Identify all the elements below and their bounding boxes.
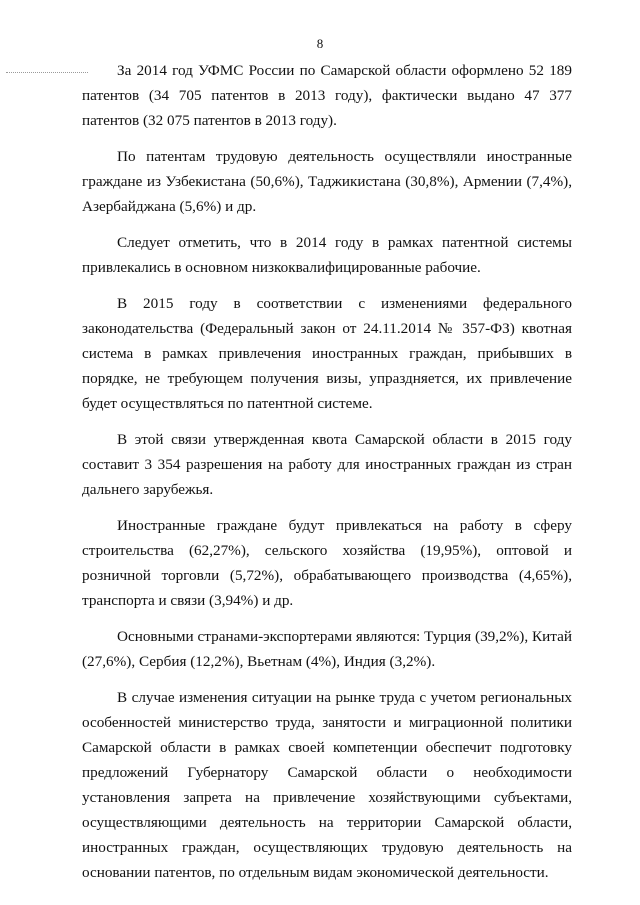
paragraph-labor-market-measures: В случае изменения ситуации на рынке труда с учетом региональных особенностей министерство труда, занятости и миграционной политики Самарской области в рамках своей компетенции обеспечит подготовку предложений Губернатору Самарской области о необходимости установления запрета на привлечение хозяйствующими субъектами, осуществляющими деятельность на территории Самарской области, иностранных граждан, осуществляющих трудовую деятельность на основании патентов, по отдельным видам экономической деятельности. bbox=[82, 689, 572, 881]
paragraph-patent-countries: По патентам трудовую деятельность осуществляли иностранные граждане из Узбекистана (50,6%), Таджикистана (30,8%), Армении (7,4%), Азербайджана (5,6%) и др. bbox=[82, 148, 572, 215]
paragraph-2015-legislation: В 2015 году в соответствии с изменениями федерального законодательства (Федеральный закон от 24.11.2014 № 357-ФЗ) квотная система в рамках привлечения иностранных граждан, прибывших в порядке, не требующем получения визы, упраздняется, их привлечение будет осуществляться по патентной системе. bbox=[82, 295, 572, 412]
page-number: 8 bbox=[316, 36, 324, 51]
paragraph-low-skilled: Следует отметить, что в 2014 году в рамках патентной системы привлекались в основном низкоквалифицированные рабочие. bbox=[82, 234, 572, 276]
paragraph-quota: В этой связи утвержденная квота Самарской области в 2015 году составит 3 354 разрешения на работу для иностранных граждан из стран дальнего зарубежья. bbox=[82, 431, 572, 498]
paragraph-patents-issued: За 2014 год УФМС России по Самарской области оформлено 52 189 патентов (34 705 патентов в 2013 году), фактически выдано 47 377 патентов (32 075 патентов в 2013 году). bbox=[82, 62, 572, 129]
paragraph-exporter-countries: Основными странами-экспортерами являются: Турция (39,2%), Китай (27,6%), Сербия (12,2%), Вьетнам (4%), Индия (3,2%). bbox=[82, 628, 572, 670]
scan-artifact-line bbox=[6, 72, 88, 73]
document-body bbox=[82, 58, 572, 896]
paragraph-sectors: Иностранные граждане будут привлекаться на работу в сферу строительства (62,27%), сельского хозяйства (19,95%), оптовой и розничной торговли (5,72%), обрабатывающего производства (4,65%), транспорта и связи (3,94%) и др. bbox=[82, 517, 572, 609]
